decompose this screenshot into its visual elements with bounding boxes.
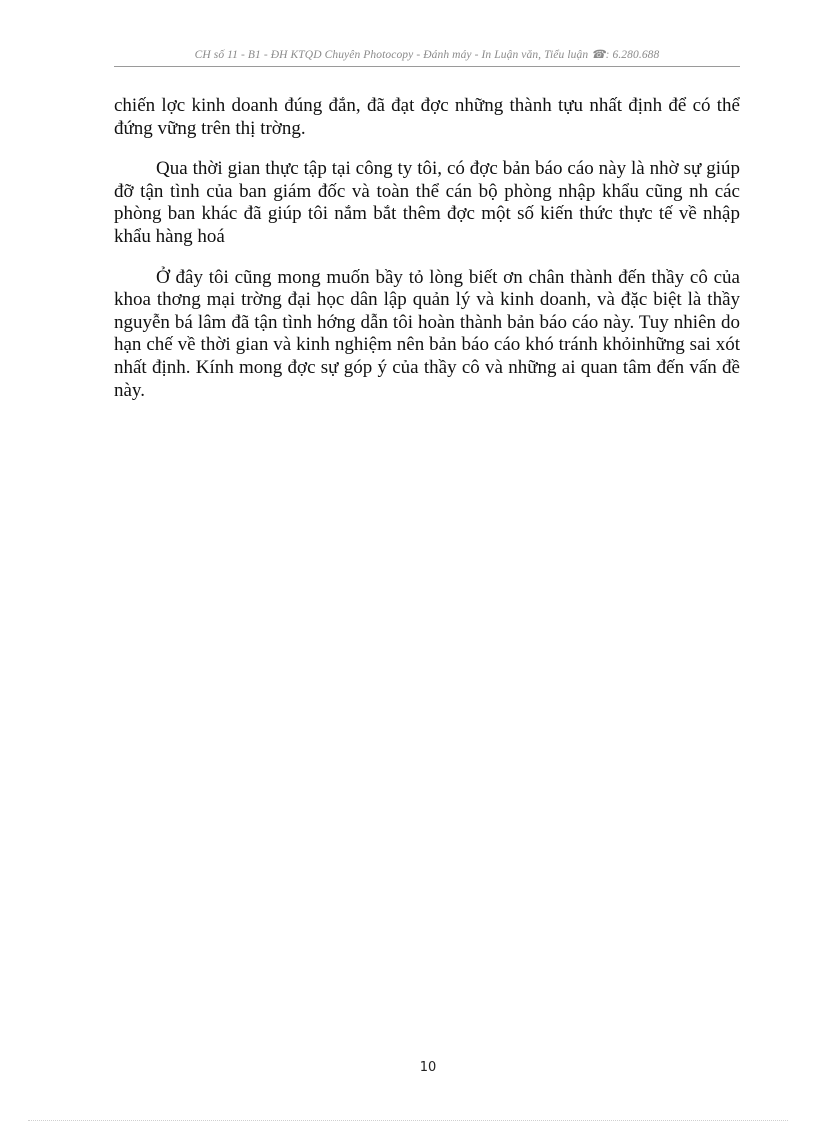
page-bottom-border	[28, 1120, 788, 1121]
header-text: CH số 11 - B1 - ĐH KTQD Chuyên Photocopy - Đánh máy - In Luận văn, Tiểu luận ☎: 6.280.688	[194, 49, 660, 61]
page-number: 10	[419, 1060, 437, 1075]
paragraph-acknowledgement: Ở đây tôi cũng mong muốn bầy tỏ lòng biết ơn chân thành đến thầy cô của khoa thơng mại trờng đại học dân lập quản lý và kinh doanh, và đặc biệt là thầy nguyễn bá lâm đã tận tình hớng dẫn tôi hoàn thành bản báo cáo này. Tuy nhiên do hạn chế về thời gian và kinh nghiệm nên bản báo cáo khó tránh khỏinhững sai xót nhất định. Kính mong đợc sự góp ý của thầy cô và những ai quan tâm đến vấn đề này.	[114, 266, 740, 401]
page-header	[114, 44, 740, 67]
document-body	[114, 95, 740, 420]
paragraph-continuation: chiến lợc kinh doanh đúng đắn, đã đạt đợc những thành tựu nhất định để có thể đứng vững trên thị trờng.	[114, 95, 740, 139]
paragraph-internship: Qua thời gian thực tập tại công ty tôi, có đợc bản báo cáo này là nhờ sự giúp đỡ tận tình của ban giám đốc và toàn thể cán bộ phòng nhập khẩu cũng nh các phòng ban khác đã giúp tôi nắm bắt thêm đợc một số kiến thức thực tế về nhập khẩu hàng hoá	[114, 158, 740, 247]
